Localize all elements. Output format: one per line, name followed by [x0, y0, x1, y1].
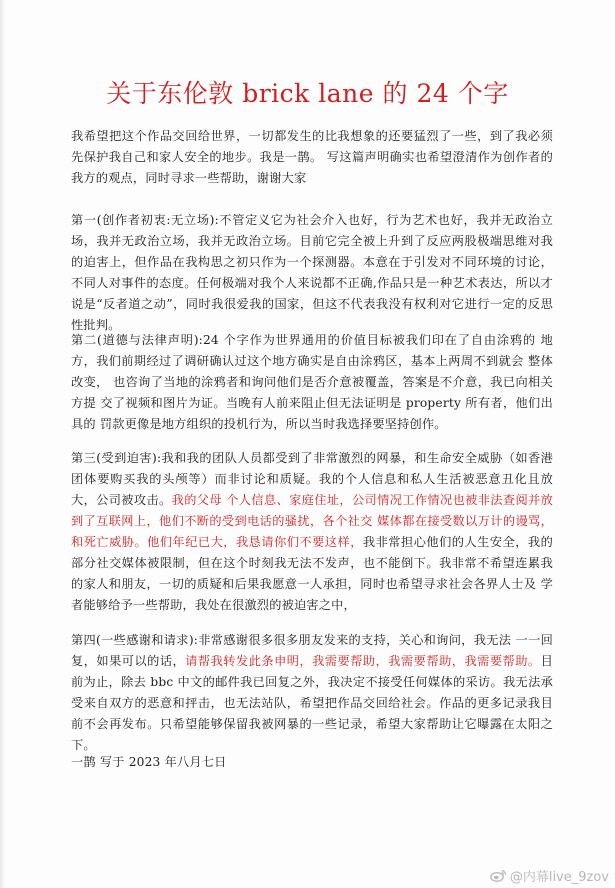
watermark-text: @内幕live_9zov: [509, 870, 609, 885]
signature-line: 一鹊 写于 2023 年八月七日: [71, 755, 227, 769]
paragraph-text: 第四(一些感谢和请求):非常感谢很多很多朋友发来的支持，关心和询问，我无法 一一回复，如果可以的话，: [71, 633, 553, 668]
highlighted-text: 我的父母 个人信息、家庭住址，公司情况工作情况也被非法查阅并放到了互联网上，他们不断的受到电话的骚扰，各个社交 媒体都在接受数以万计的谩骂，和死亡威胁。他们年纪已大，我恳请你们不要这样，: [71, 493, 553, 549]
paragraph-fourth-request: [71, 630, 553, 756]
highlighted-text: 请帮我转发此条申明，我需要帮助，我需要帮助，我需要帮助。: [185, 654, 541, 668]
paragraph-second-legal: [71, 330, 553, 435]
paragraph-intro: [71, 126, 553, 189]
paragraph-text: 我非常担心他们的人生安全，我的部分社交媒体被限制，但在这个时刻我无法不发声，也不能倒下。我非常不希望连累我的家人和朋友，一切的质疑和后果我愿意一人承担，同时也希望寻求社会各界人士及 学者能够给予一些帮助，我处在很激烈的被迫害之中，: [71, 535, 553, 612]
paragraph-text: 第一(创作者初衷:无立场):不管定义它为社会介入也好，行为艺术也好，我并无政治立场，我并无政治立场，我并无政治立场。目前它完全被上升到了反应两股极端思维对我的迫害上，但作品在我构思之初只作为一个探测器。本意在于引发对不同环境的讨论，不同人对事件的态度。任何极端对我个人来说都不正确,作品只是一种艺术表达，所以才说是“反者道之动”，同时我很爱我的国家，但这不代表我没有权利对它进行一定的反思性批判。: [71, 213, 553, 332]
paragraph-text: 第三(受到迫害):我和我的团队人员都受到了非常激烈的网暴，和生命安全威胁（如香港团体要购买我的头颅等）而非讨论和质疑。我的个人信息和私人生活被恶意丑化且放大，公司被攻击。: [71, 451, 553, 507]
paragraph-text: 我希望把这个作品交回给世界，一切都发生的比我想象的还要猛烈了一些，到了我必须先保护我自己和家人安全的地步。我是一鹊。 写这篇声明确实也希望澄清作为创作者的我方的观点，同时寻求一些帮助，谢谢大家: [71, 129, 553, 185]
paragraph-text: 目前为止，除去 bbc 中文的邮件我已回复之外，我决定不接受任何媒体的采访。我无法承受来自双方的恶意和抨击，也无法站队，希望把作品交回给社会。作品的更多记录我目前不会再发布。只希望能够保留我被网暴的一些记录，希望大家帮助让它曝露在太阳之下。: [71, 654, 553, 752]
paragraph-first-intent: [71, 210, 553, 336]
weibo-watermark: [490, 866, 609, 885]
weibo-icon: [490, 869, 507, 882]
document-title: 关于东伦敦 brick lane 的 24 个字: [106, 79, 509, 108]
paragraph-third-persecution: [71, 448, 553, 616]
paragraph-text: 第二(道德与法律声明):24 个字作为世界通用的价值目标被我们印在了自由涂鸦的 地方，我们前期经过了调研确认过这个地方确实是自由涂鸦区，基本上两周不到就会 整体改变， 也咨询了当地的涂鸦者和询问他们是否介意被覆盖，答案是不介意，我已向相关方提 交了视频和图片为证。当晚有人前来阻止但无法证明是 property 所有者，他们出具的 罚款更像是地方组织的投机行为，所以当时我选择要坚持创作。: [71, 333, 553, 431]
page-edge-shadow: [0, 0, 6, 888]
